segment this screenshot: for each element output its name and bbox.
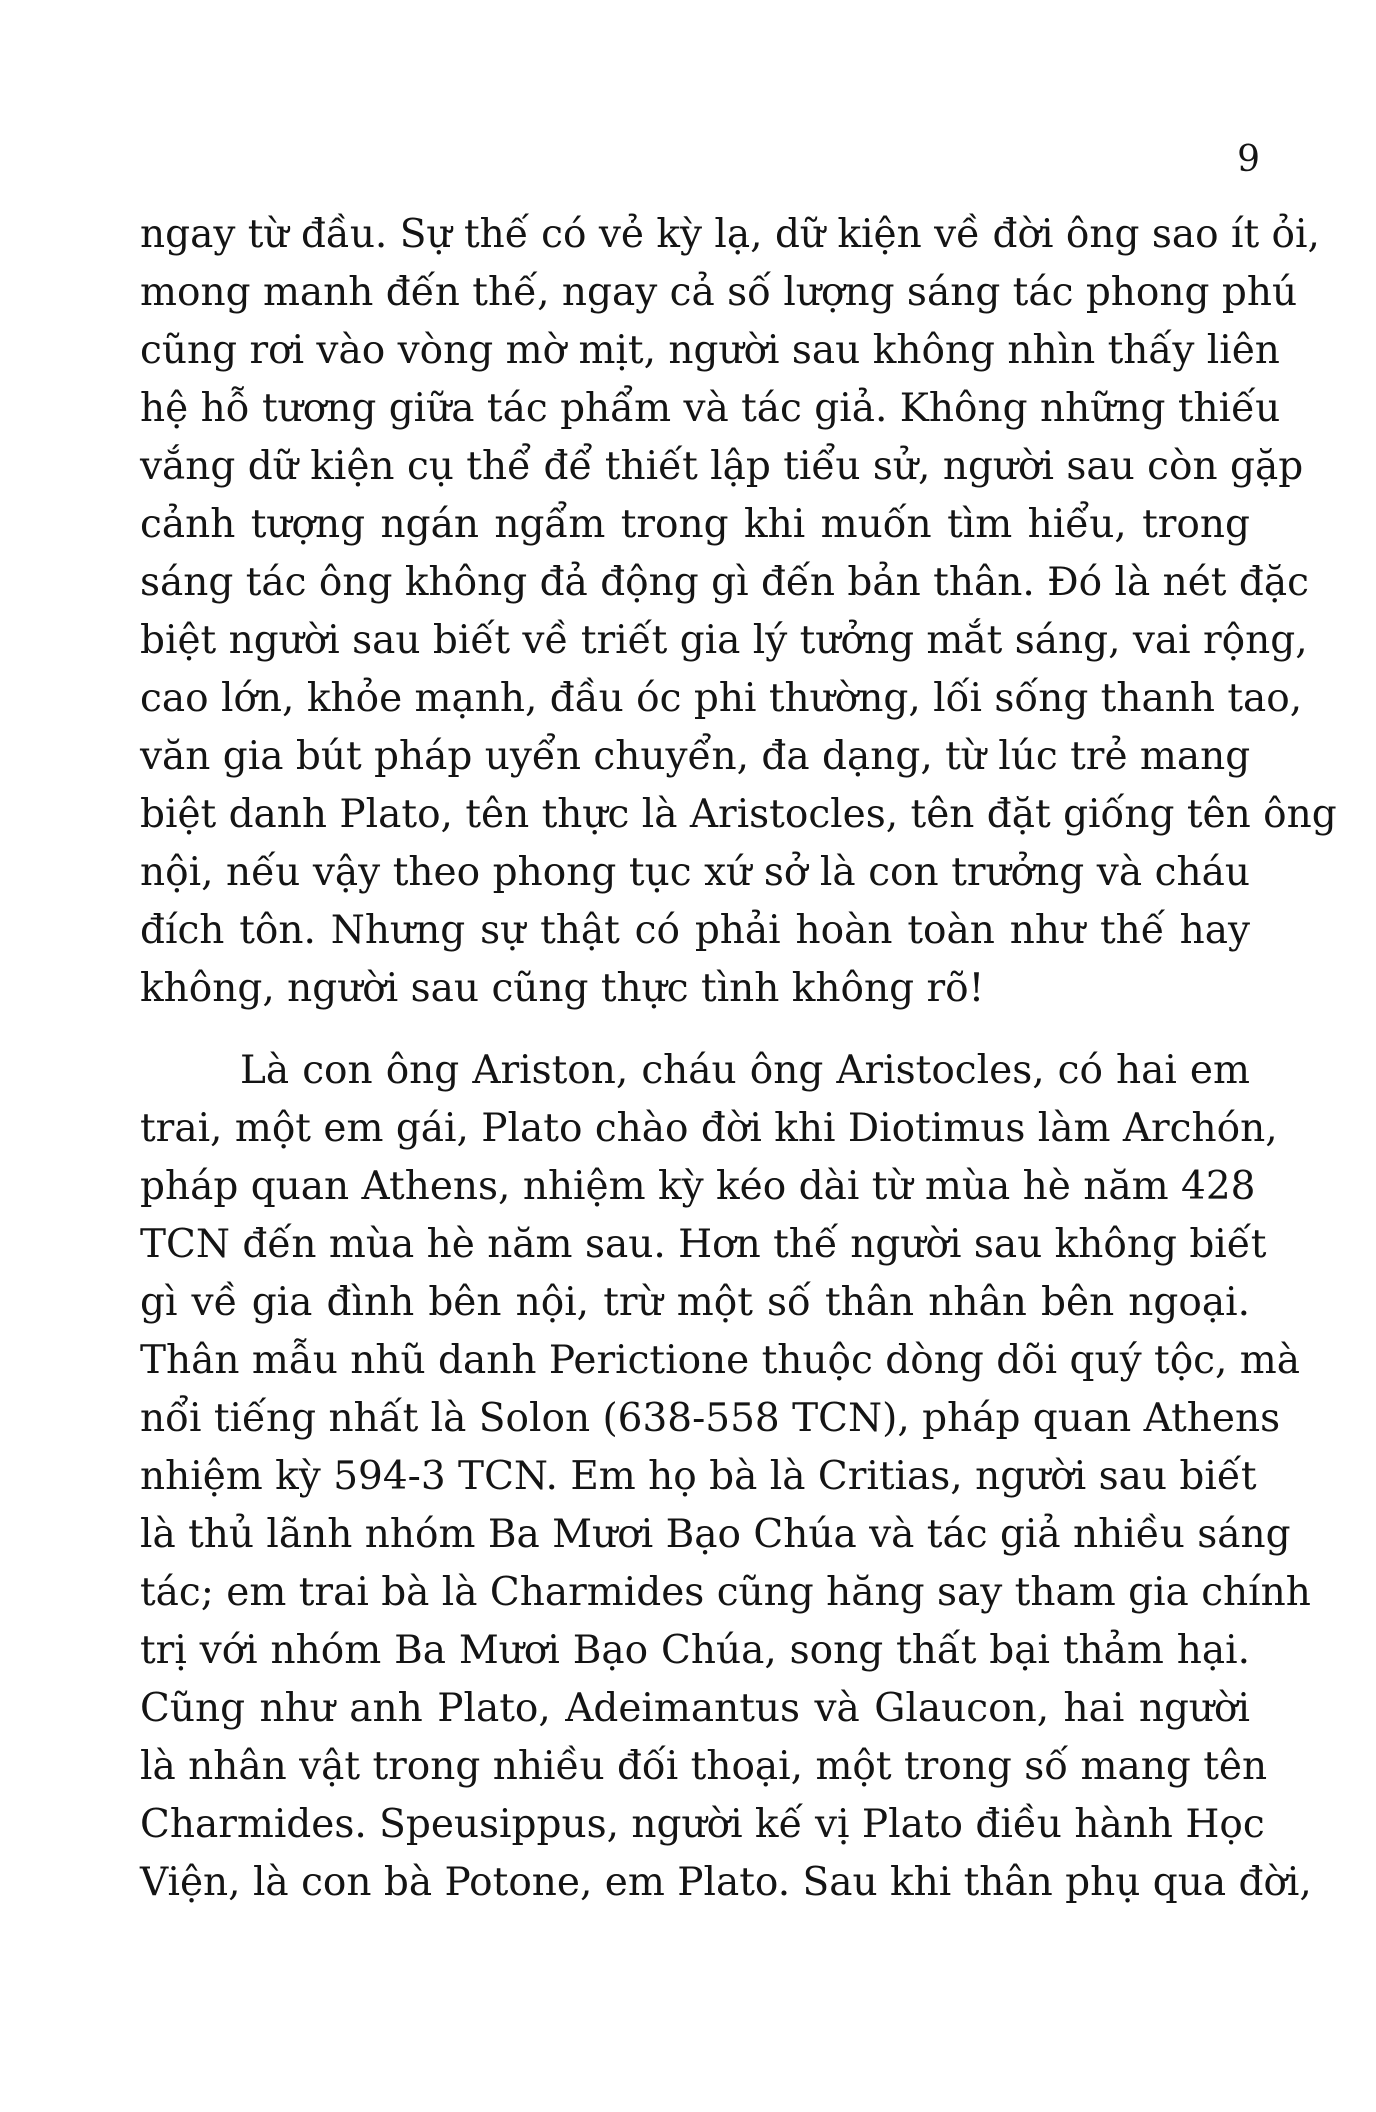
text-line: cảnh tượng ngán ngẩm trong khi muốn tìm hiểu, trong [140, 502, 1250, 547]
text-line: TCN đến mùa hè năm sau. Hơn thế người sau không biết [140, 1222, 1267, 1267]
text-line: sáng tác ông không đả động gì đến bản thân. Đó là nét đặc [140, 560, 1309, 605]
text-line: Thân mẫu nhũ danh Perictione thuộc dòng dõi quý tộc, mà [140, 1338, 1301, 1383]
text-line: cao lớn, khỏe mạnh, đầu óc phi thường, lối sống thanh tao, [140, 676, 1303, 721]
text-line: ngay từ đầu. Sự thế có vẻ kỳ lạ, dữ kiện về đời ông sao ít ỏi, [140, 212, 1320, 257]
text-line: vắng dữ kiện cụ thể để thiết lập tiểu sử, người sau còn gặp [140, 444, 1304, 489]
text-line: cũng rơi vào vòng mờ mịt, người sau không nhìn thấy liên [140, 328, 1280, 373]
text-line: gì về gia đình bên nội, trừ một số thân nhân bên ngoại. [140, 1280, 1250, 1325]
text-line: không, người sau cũng thực tình không rõ! [140, 966, 985, 1011]
text-line: trai, một em gái, Plato chào đời khi Diotimus làm Archón, [140, 1106, 1278, 1151]
text-line: đích tôn. Nhưng sự thật có phải hoàn toàn như thế hay [140, 908, 1250, 953]
paragraph-1 [140, 206, 1337, 1018]
page-number: 9 [1237, 139, 1260, 180]
paragraph-2 [140, 1042, 1312, 1912]
text-line: tác; em trai bà là Charmides cũng hăng say tham gia chính [140, 1570, 1311, 1615]
text-line: hệ hỗ tương giữa tác phẩm và tác giả. Không những thiếu [140, 386, 1281, 431]
text-line: mong manh đến thế, ngay cả số lượng sáng tác phong phú [140, 270, 1298, 315]
text-line: biệt danh Plato, tên thực là Aristocles, tên đặt giống tên ông [140, 792, 1337, 837]
text-line: Là con ông Ariston, cháu ông Aristocles, có hai em [240, 1048, 1250, 1093]
text-line: Viện, là con bà Potone, em Plato. Sau khi thân phụ qua đời, [140, 1860, 1312, 1905]
text-line: pháp quan Athens, nhiệm kỳ kéo dài từ mùa hè năm 428 [140, 1164, 1256, 1209]
text-line: biệt người sau biết về triết gia lý tưởng mắt sáng, vai rộng, [140, 618, 1308, 663]
body-text [140, 206, 1337, 1912]
text-line: trị với nhóm Ba Mươi Bạo Chúa, song thất bại thảm hại. [140, 1628, 1250, 1673]
text-line: nổi tiếng nhất là Solon (638-558 TCN), pháp quan Athens [140, 1396, 1281, 1441]
text-line: Cũng như anh Plato, Adeimantus và Glaucon, hai người [140, 1686, 1250, 1731]
text-line: nhiệm kỳ 594-3 TCN. Em họ bà là Critias, người sau biết [140, 1454, 1257, 1499]
text-line: là nhân vật trong nhiều đối thoại, một trong số mang tên [140, 1744, 1268, 1789]
text-line: văn gia bút pháp uyển chuyển, đa dạng, từ lúc trẻ mang [140, 734, 1251, 779]
text-line: Charmides. Speusippus, người kế vị Plato điều hành Học [140, 1802, 1265, 1847]
text-line: nội, nếu vậy theo phong tục xứ sở là con trưởng và cháu [140, 850, 1250, 895]
text-line: là thủ lãnh nhóm Ba Mươi Bạo Chúa và tác giả nhiều sáng [140, 1512, 1291, 1557]
